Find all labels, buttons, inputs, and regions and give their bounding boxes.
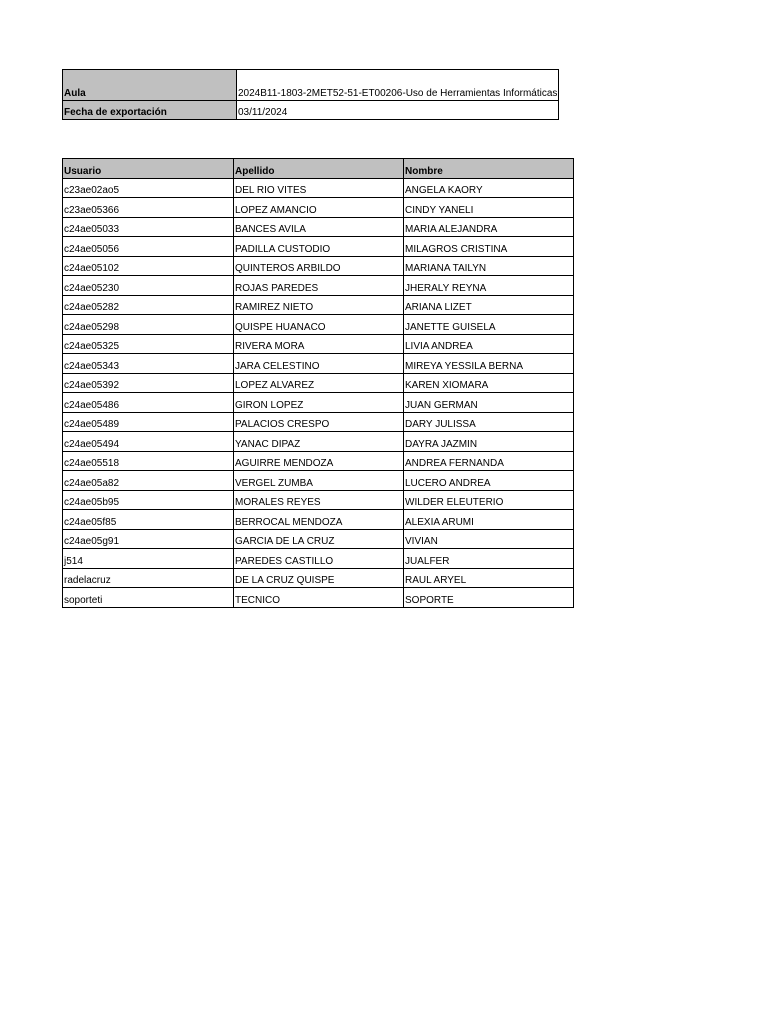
cell-apellido: LOPEZ ALVAREZ xyxy=(234,373,404,393)
cell-usuario: c23ae02ao5 xyxy=(63,178,234,198)
cell-usuario: c24ae05282 xyxy=(63,295,234,315)
cell-nombre: VIVIAN xyxy=(404,529,574,549)
cell-usuario: c24ae05033 xyxy=(63,217,234,237)
aula-label: Aula xyxy=(63,70,237,101)
cell-usuario: c24ae05518 xyxy=(63,451,234,471)
cell-apellido: GARCIA DE LA CRUZ xyxy=(234,529,404,549)
table-row xyxy=(63,334,574,354)
cell-usuario: j514 xyxy=(63,549,234,569)
cell-apellido: ROJAS PAREDES xyxy=(234,276,404,296)
cell-nombre: ARIANA LIZET xyxy=(404,295,574,315)
cell-usuario: c24ae05325 xyxy=(63,334,234,354)
cell-usuario: c24ae05343 xyxy=(63,354,234,374)
cell-apellido: JARA CELESTINO xyxy=(234,354,404,374)
table-row xyxy=(63,256,574,276)
cell-usuario: c24ae05b95 xyxy=(63,490,234,510)
table-row xyxy=(63,490,574,510)
header-usuario: Usuario xyxy=(63,159,234,179)
cell-apellido: PALACIOS CRESPO xyxy=(234,412,404,432)
aula-value: 2024B11-1803-2MET52-51-ET00206-Uso de Herramientas Informáticas xyxy=(237,70,559,101)
aula-row xyxy=(63,70,559,101)
cell-usuario: soporteti xyxy=(63,588,234,608)
cell-nombre: MILAGROS CRISTINA xyxy=(404,237,574,257)
header-nombre: Nombre xyxy=(404,159,574,179)
table-row xyxy=(63,276,574,296)
table-row xyxy=(63,217,574,237)
cell-nombre: LUCERO ANDREA xyxy=(404,471,574,491)
cell-nombre: ALEXIA ARUMI xyxy=(404,510,574,530)
cell-nombre: JUALFER xyxy=(404,549,574,569)
cell-usuario: c24ae05g91 xyxy=(63,529,234,549)
cell-apellido: QUINTEROS ARBILDO xyxy=(234,256,404,276)
table-row xyxy=(63,568,574,588)
cell-usuario: c24ae05056 xyxy=(63,237,234,257)
cell-nombre: DAYRA JAZMIN xyxy=(404,432,574,452)
table-row xyxy=(63,471,574,491)
table-row xyxy=(63,373,574,393)
cell-nombre: DARY JULISSA xyxy=(404,412,574,432)
cell-apellido: DEL RIO VITES xyxy=(234,178,404,198)
cell-nombre: JANETTE GUISELA xyxy=(404,315,574,335)
table-row xyxy=(63,315,574,335)
cell-apellido: DE LA CRUZ QUISPE xyxy=(234,568,404,588)
cell-nombre: ANDREA FERNANDA xyxy=(404,451,574,471)
table-row xyxy=(63,178,574,198)
cell-apellido: RIVERA MORA xyxy=(234,334,404,354)
cell-apellido: PAREDES CASTILLO xyxy=(234,549,404,569)
table-row xyxy=(63,295,574,315)
cell-usuario: c23ae05366 xyxy=(63,198,234,218)
cell-apellido: TECNICO xyxy=(234,588,404,608)
cell-apellido: BANCES AVILA xyxy=(234,217,404,237)
table-row xyxy=(63,510,574,530)
fecha-row xyxy=(63,101,559,120)
cell-usuario: radelacruz xyxy=(63,568,234,588)
cell-usuario: c24ae05f85 xyxy=(63,510,234,530)
export-info-table xyxy=(62,69,559,120)
table-row xyxy=(63,198,574,218)
table-row xyxy=(63,412,574,432)
table-row xyxy=(63,393,574,413)
users-table-body xyxy=(63,178,574,607)
cell-apellido: PADILLA CUSTODIO xyxy=(234,237,404,257)
cell-nombre: MIREYA YESSILA BERNA xyxy=(404,354,574,374)
fecha-value: 03/11/2024 xyxy=(237,101,559,120)
table-row xyxy=(63,588,574,608)
cell-apellido: MORALES REYES xyxy=(234,490,404,510)
cell-usuario: c24ae05489 xyxy=(63,412,234,432)
table-row xyxy=(63,549,574,569)
cell-nombre: CINDY YANELI xyxy=(404,198,574,218)
cell-nombre: MARIA ALEJANDRA xyxy=(404,217,574,237)
cell-nombre: ANGELA KAORY xyxy=(404,178,574,198)
cell-apellido: QUISPE HUANACO xyxy=(234,315,404,335)
table-row xyxy=(63,451,574,471)
table-header-row xyxy=(63,159,574,179)
cell-apellido: AGUIRRE MENDOZA xyxy=(234,451,404,471)
table-row xyxy=(63,432,574,452)
cell-usuario: c24ae05230 xyxy=(63,276,234,296)
table-row xyxy=(63,354,574,374)
cell-nombre: KAREN XIOMARA xyxy=(404,373,574,393)
cell-apellido: GIRON LOPEZ xyxy=(234,393,404,413)
cell-usuario: c24ae05486 xyxy=(63,393,234,413)
cell-apellido: LOPEZ AMANCIO xyxy=(234,198,404,218)
cell-apellido: YANAC DIPAZ xyxy=(234,432,404,452)
cell-nombre: SOPORTE xyxy=(404,588,574,608)
cell-usuario: c24ae05298 xyxy=(63,315,234,335)
cell-nombre: LIVIA ANDREA xyxy=(404,334,574,354)
cell-nombre: WILDER ELEUTERIO xyxy=(404,490,574,510)
cell-nombre: JHERALY REYNA xyxy=(404,276,574,296)
cell-apellido: BERROCAL MENDOZA xyxy=(234,510,404,530)
cell-usuario: c24ae05392 xyxy=(63,373,234,393)
table-row xyxy=(63,237,574,257)
fecha-label: Fecha de exportación xyxy=(63,101,237,120)
cell-nombre: JUAN GERMAN xyxy=(404,393,574,413)
cell-apellido: VERGEL ZUMBA xyxy=(234,471,404,491)
header-apellido: Apellido xyxy=(234,159,404,179)
users-table xyxy=(62,158,574,608)
cell-usuario: c24ae05a82 xyxy=(63,471,234,491)
table-row xyxy=(63,529,574,549)
cell-usuario: c24ae05494 xyxy=(63,432,234,452)
cell-apellido: RAMIREZ NIETO xyxy=(234,295,404,315)
cell-usuario: c24ae05102 xyxy=(63,256,234,276)
cell-nombre: MARIANA TAILYN xyxy=(404,256,574,276)
cell-nombre: RAUL ARYEL xyxy=(404,568,574,588)
